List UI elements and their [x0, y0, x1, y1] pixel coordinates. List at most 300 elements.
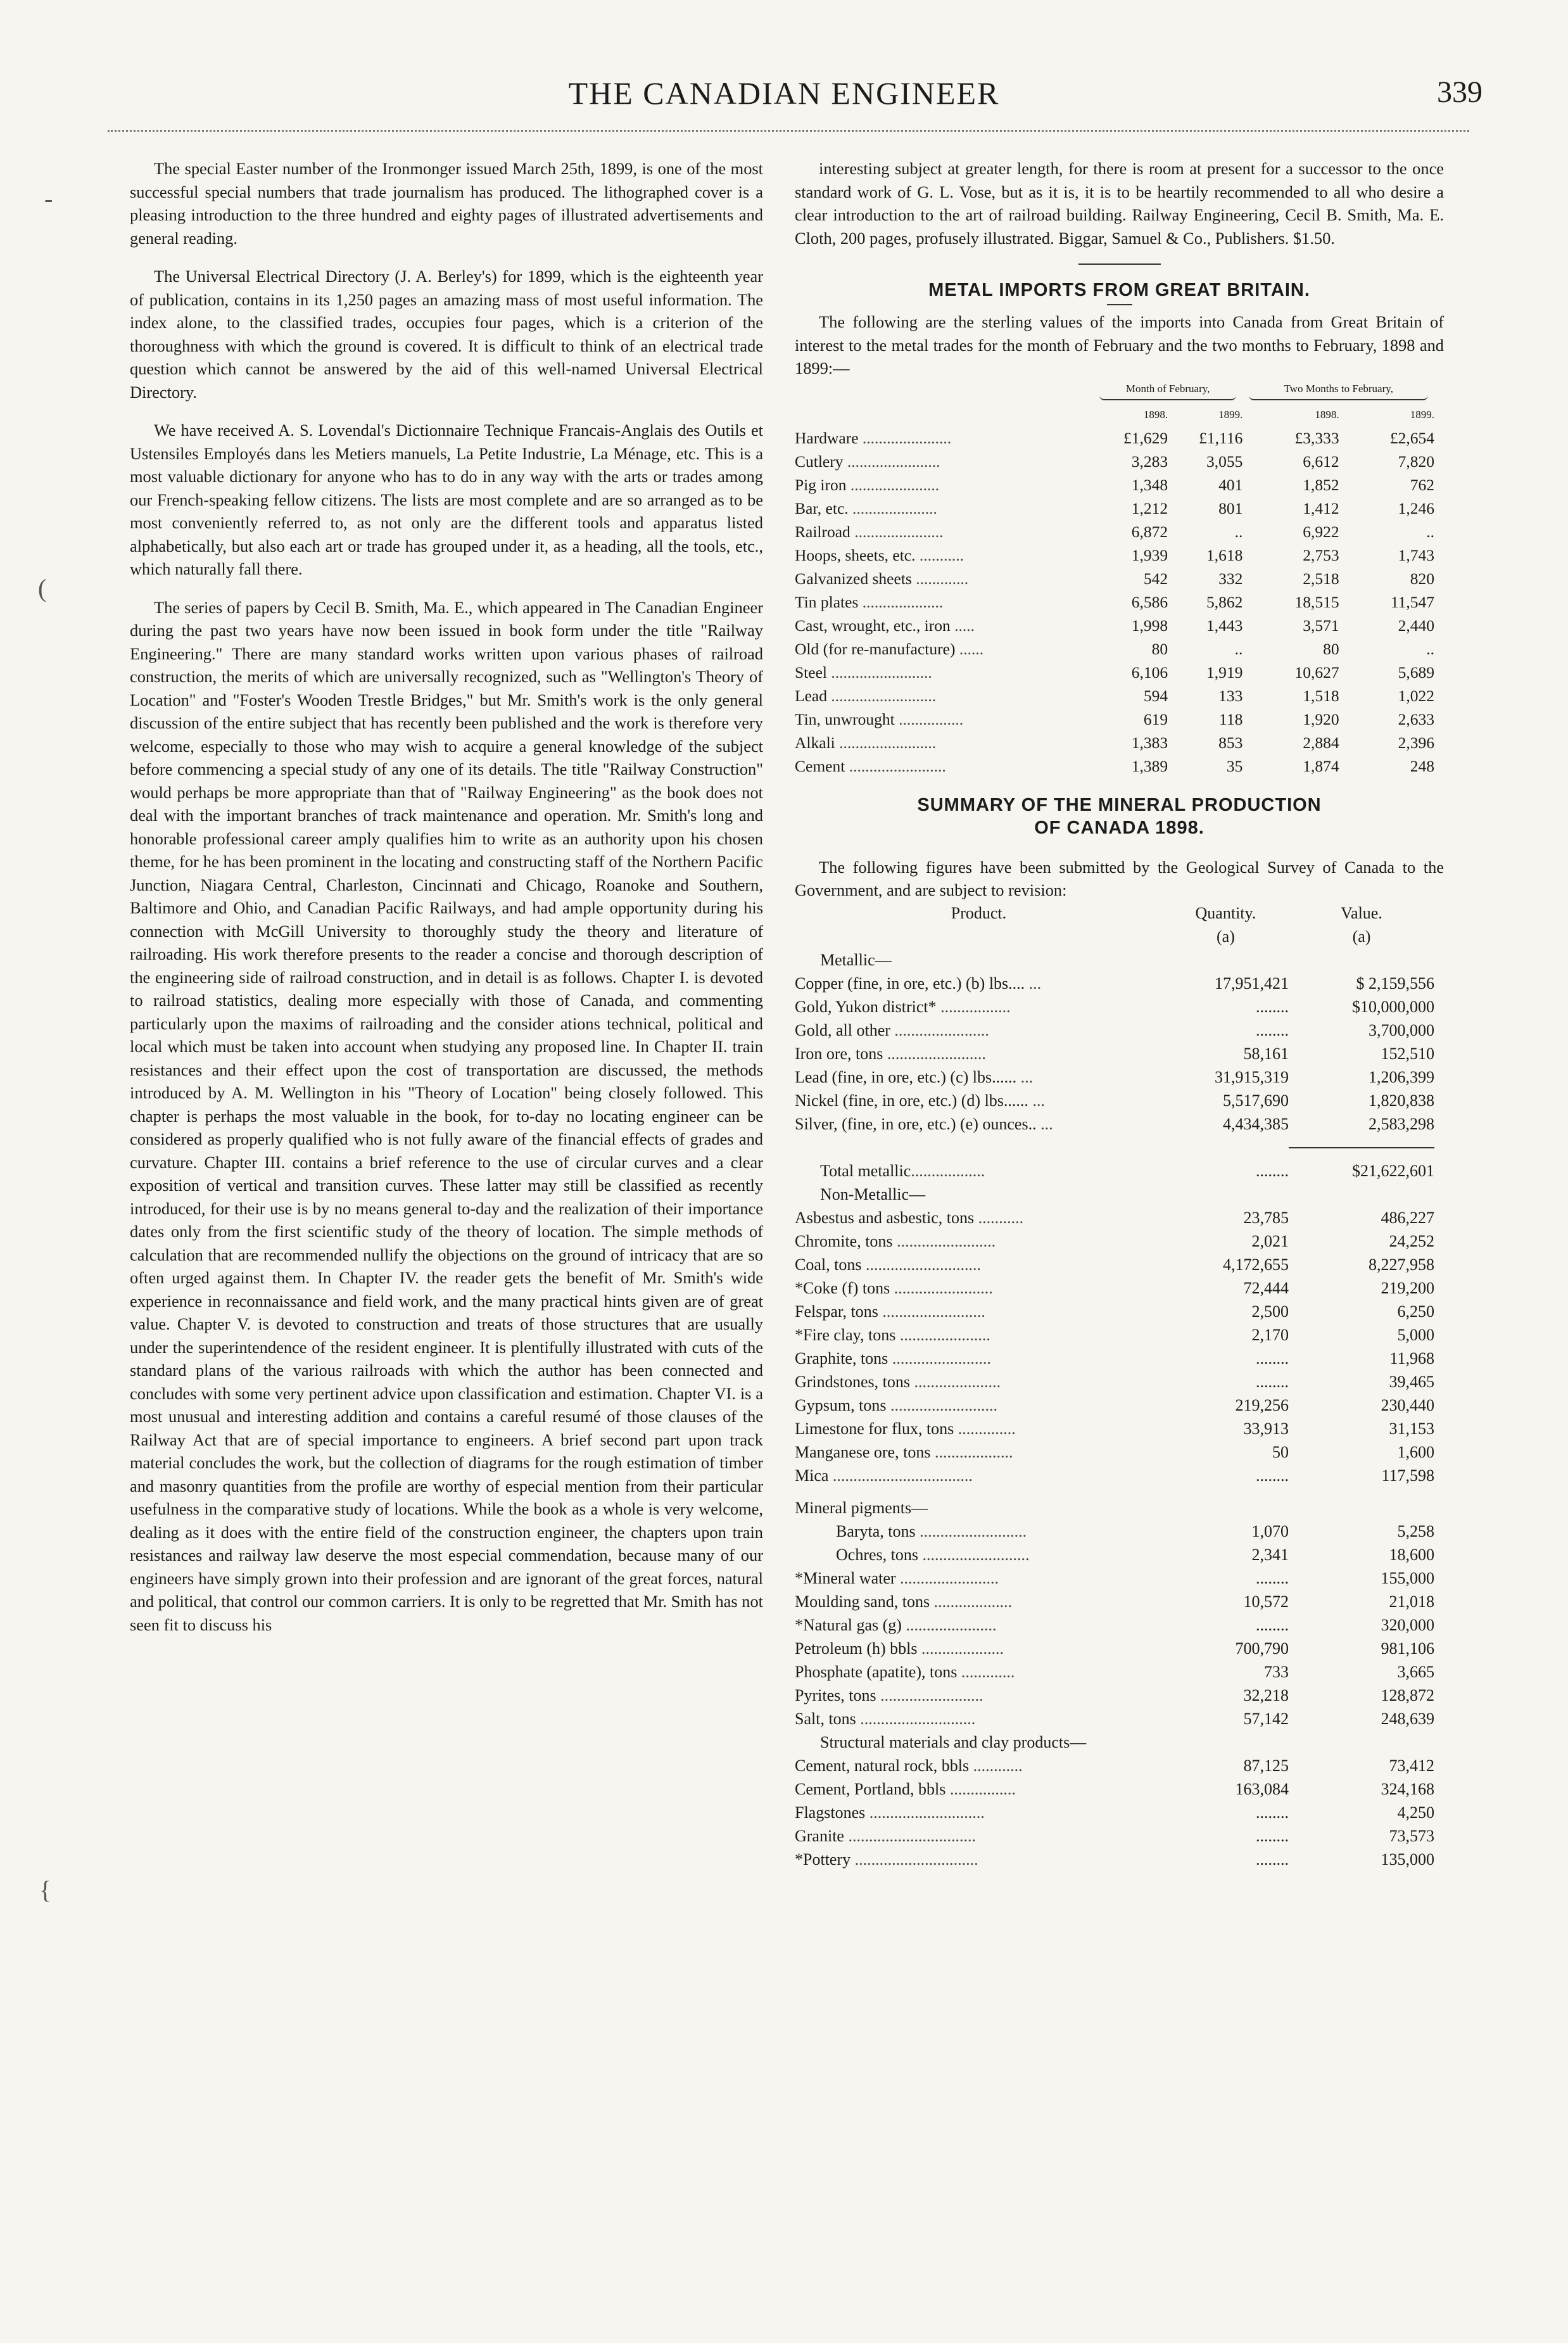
value-cell: 1,600	[1397, 1442, 1434, 1461]
value-cell: 2,396	[1398, 733, 1434, 752]
quantity-cell: 2,500	[1251, 1302, 1289, 1321]
section-divider	[1078, 264, 1161, 265]
dot-leader: ......................	[895, 1325, 990, 1344]
product-name: Mica ..................................	[795, 1466, 973, 1485]
product-name: Chromite, tons ........................	[795, 1231, 996, 1250]
dot-leader: ................	[945, 1779, 1016, 1798]
table-row	[795, 1520, 1434, 1544]
value-cell: 1,618	[1206, 545, 1243, 564]
value-cell: 5,689	[1398, 663, 1434, 682]
margin-mark: {	[39, 1876, 52, 1904]
product-name: Phosphate (apatite), tons .............	[795, 1662, 1015, 1681]
running-title: THE CANADIAN ENGINEER	[568, 75, 1000, 111]
dot-leader: ......................	[850, 522, 944, 541]
dot-leader: ...........	[915, 545, 964, 564]
item-name: Cutlery .......................	[795, 452, 940, 471]
paragraph-continuation: interesting subject at greater length, for there is room at present for a successor to the once standard work of G. L. Vose, but as it is, it is to be heartily recommended to all who desire a clear introduction to the art of railroad building. Railway Engineering, Cecil B. Smith, Ma. E. Cloth, 200 pages, profusely illustrated. Biggar, Samuel & Co., Publishers. $1.50.	[795, 159, 1444, 248]
table-row	[795, 1347, 1434, 1371]
product-name: Graphite, tons ........................	[795, 1349, 991, 1368]
value-cell: 3,055	[1206, 452, 1243, 471]
quantity-cell: ........	[1255, 1372, 1289, 1391]
table-row	[795, 732, 1434, 755]
value-cell: 981,106	[1381, 1639, 1434, 1658]
dot-leader: .........................	[878, 1302, 985, 1321]
dot-leader: ........................	[845, 756, 946, 775]
group-header: Two Months to February,	[1284, 383, 1393, 395]
table-row	[795, 1778, 1434, 1801]
mineral-production-body	[795, 902, 1434, 1872]
dot-leader: ............................	[865, 1803, 985, 1822]
product-name: Asbestus and asbestic, tons ...........	[795, 1208, 1024, 1227]
blank	[795, 925, 1163, 949]
quantity-cell: ........	[1255, 1826, 1289, 1845]
product-name: Cement, natural rock, bbls ............	[795, 1756, 1023, 1775]
value-cell: 820	[1410, 569, 1434, 588]
value-cell: 1,518	[1303, 686, 1339, 705]
value-cell: 80	[1151, 639, 1168, 658]
product-name: Felspar, tons .........................	[795, 1302, 985, 1321]
product-name: Flagstones ............................	[795, 1803, 985, 1822]
value-cell: 219,200	[1381, 1278, 1434, 1297]
item-name: Cast, wrought, etc., iron .....	[795, 616, 975, 635]
quantity-cell: 733	[1263, 1662, 1289, 1681]
product-name: Silver, (fine, in ore, etc.) (e) ounces.. ...	[795, 1114, 1053, 1133]
dot-leader: .........................	[827, 663, 932, 682]
value-cell: 6,106	[1131, 663, 1168, 682]
group-label: Structural materials and clay products—	[820, 1732, 1087, 1751]
product-name: Cement, Portland, bbls ................	[795, 1779, 1016, 1798]
year-header-row	[795, 403, 1434, 427]
value-cell: 230,440	[1381, 1395, 1434, 1414]
table-row	[795, 591, 1434, 614]
product-name: Nickel (fine, in ore, etc.) (d) lbs...... ...	[795, 1091, 1045, 1110]
table-row	[795, 1591, 1434, 1614]
dot-leader: ........................	[835, 733, 937, 752]
value-cell: 324,168	[1381, 1779, 1434, 1798]
value-cell: 332	[1218, 569, 1243, 588]
total-row	[795, 1160, 1434, 1183]
dot-leader: .....................	[848, 498, 937, 517]
value-cell: 4,250	[1397, 1803, 1434, 1822]
quantity-cell: 32,218	[1243, 1686, 1289, 1705]
mineral-title-line1: SUMMARY OF THE MINERAL PRODUCTION	[917, 794, 1322, 815]
paragraph-electrical-directory: The Universal Electrical Directory (J. A. Berley's) for 1899, which is the eighteenth year of publication, contains in its 1,250 pages an amazing mass of most useful information. The index alone, to the classified trades, occupies four pages, which is a criterion of the thoroughness with which the ground is covered. It is difficult to think of an electrical trade question which cannot be answered by the aid of this well-named Universal Electrical Directory.	[130, 267, 763, 402]
quantity-cell: 2,021	[1251, 1231, 1289, 1250]
spacer-row	[795, 1488, 1434, 1497]
dot-leader: .......................	[890, 1020, 989, 1039]
dot-leader: ..................	[911, 1161, 985, 1180]
table-row	[795, 1661, 1434, 1684]
product-name: Gypsum, tons ..........................	[795, 1395, 997, 1414]
year-header: 1899.	[1410, 409, 1434, 421]
table-row	[795, 708, 1434, 732]
value-cell: 6,586	[1131, 592, 1168, 611]
item-name: Old (for re-manufacture) ......	[795, 639, 984, 658]
item-name: Hardware ......................	[795, 428, 952, 447]
table-row	[795, 521, 1434, 544]
value-cell: $ 2,159,556	[1356, 974, 1434, 993]
table-row	[795, 996, 1434, 1019]
product-name: Salt, tons ............................	[795, 1709, 976, 1728]
quantity-cell: ........	[1255, 1615, 1289, 1634]
metal-imports-table	[795, 380, 1434, 778]
item-name: Cement ........................	[795, 756, 946, 775]
dot-leader: ........................	[888, 1349, 991, 1368]
header-rule	[108, 130, 1469, 132]
table-row	[795, 638, 1434, 661]
total-rule	[1289, 1147, 1434, 1148]
value-cell: 2,633	[1398, 709, 1434, 728]
product-name: Petroleum (h) bbls ....................	[795, 1639, 1004, 1658]
paragraph-dictionnaire: We have received A. S. Lovendal's Dictionnaire Technique Francais-Anglais des Outils et Ustensiles Employés dans les Metiers manuels, La Petite Industrie, La Ménage, etc. This is a most valuable dictionary for anyone who has to do in any way with the arts or trades among our French-speaking fellow citizens. The lists are most complete and are so arranged as to be most conveniently referred to, as not only are the different tools and apparatus listed alphabetically, but also each art or trade has grouped under it, as a heading, all the tools, etc., which naturally fall there.	[130, 421, 763, 578]
value-cell: 1,743	[1398, 545, 1434, 564]
group-label-row	[795, 949, 1434, 972]
metal-imports-title: METAL IMPORTS FROM GREAT BRITAIN.	[928, 280, 1310, 300]
value-cell: ..	[1426, 639, 1434, 658]
table-row	[795, 1371, 1434, 1394]
quantity-cell: 58,161	[1243, 1044, 1289, 1063]
product-name: Pyrites, tons .........................	[795, 1686, 983, 1705]
table-row	[795, 1848, 1434, 1872]
value-cell: 31,153	[1389, 1419, 1434, 1438]
value-cell: £1,629	[1123, 428, 1168, 447]
product-name: Grindstones, tons .....................	[795, 1372, 1001, 1391]
value-cell: 6,872	[1131, 522, 1168, 541]
table-row	[795, 685, 1434, 708]
value-cell: 133	[1218, 686, 1243, 705]
value-cell: 21,018	[1389, 1592, 1434, 1611]
item-name: Tin plates ....................	[795, 592, 944, 611]
value-cell: 7,820	[1398, 452, 1434, 471]
value-cell: 1,246	[1398, 498, 1434, 517]
value-cell: ..	[1234, 639, 1243, 658]
table-row	[795, 1324, 1434, 1347]
table-row	[795, 614, 1434, 638]
year-header: 1899.	[1218, 409, 1243, 421]
group-header-row	[795, 380, 1434, 403]
quantity-cell: ........	[1255, 1568, 1289, 1587]
table-row	[795, 1544, 1434, 1567]
value-cell: 1,939	[1131, 545, 1168, 564]
quantity-cell: ........	[1255, 1349, 1289, 1368]
product-name: Gold, all other .......................	[795, 1020, 989, 1039]
table-row	[795, 1637, 1434, 1661]
item-name: Hoops, sheets, etc. ...........	[795, 545, 964, 564]
value-cell: 24,252	[1389, 1231, 1434, 1250]
product-name: Lead (fine, in ore, etc.) (c) lbs...... ...	[795, 1067, 1034, 1086]
col-sub-quantity: (a)	[1217, 927, 1235, 946]
column-header-row	[795, 902, 1434, 925]
value-cell: 2,440	[1398, 616, 1434, 635]
product-name: Coal, tons ............................	[795, 1255, 981, 1274]
year-header: 1898.	[1315, 409, 1339, 421]
value-cell: 128,872	[1381, 1686, 1434, 1705]
value-cell: 1,443	[1206, 616, 1243, 635]
product-name: Copper (fine, in ore, etc.) (b) lbs.... ...	[795, 974, 1042, 993]
value-cell: 3,665	[1397, 1662, 1434, 1681]
dot-leader: ........................	[895, 1568, 999, 1587]
table-row	[795, 1089, 1434, 1113]
value-cell: 248	[1410, 756, 1434, 775]
product-name: *Mineral water ........................	[795, 1568, 999, 1587]
value-cell: 3,700,000	[1369, 1020, 1434, 1039]
value-cell: 39,465	[1389, 1372, 1434, 1391]
table-row	[795, 1394, 1434, 1418]
table-row	[795, 755, 1434, 778]
value-cell: 2,518	[1303, 569, 1339, 588]
value-cell: 486,227	[1381, 1208, 1434, 1227]
col-sub-value: (a)	[1352, 927, 1371, 946]
table-row	[795, 1066, 1434, 1089]
dot-leader: .............	[911, 569, 969, 588]
value-cell: 5,000	[1397, 1325, 1434, 1344]
quantity-cell: 72,444	[1243, 1278, 1289, 1297]
value-cell: 1,206,399	[1369, 1067, 1434, 1086]
product-name: *Natural gas (g) ......................	[795, 1615, 997, 1634]
product-name: Granite ...............................	[795, 1826, 976, 1845]
dot-leader: .............	[957, 1662, 1015, 1681]
product-name: *Fire clay, tons ......................	[795, 1325, 990, 1344]
value-cell: 1,919	[1206, 663, 1243, 682]
blank	[1163, 1136, 1289, 1160]
value-cell: 80	[1323, 639, 1339, 658]
quantity-cell: 57,142	[1243, 1709, 1289, 1728]
value-cell: 2,583,298	[1369, 1114, 1434, 1133]
value-cell: £3,333	[1294, 428, 1339, 447]
mineral-production-table	[795, 902, 1434, 1872]
item-name: Alkali ........................	[795, 733, 937, 752]
item-name: Tin, unwrought ................	[795, 709, 964, 728]
table-row	[795, 1441, 1434, 1464]
left-column	[130, 157, 763, 1651]
product-name: *Coke (f) tons ........................	[795, 1278, 993, 1297]
value-cell: $10,000,000	[1352, 997, 1434, 1016]
dot-leader: ..........................	[915, 1521, 1027, 1540]
dot-leader: ..............................	[850, 1850, 978, 1869]
product-name: Ochres, tons ..........................	[836, 1545, 1030, 1564]
value-cell: 3,283	[1131, 452, 1168, 471]
dot-leader: .........................	[876, 1686, 983, 1705]
value-cell: 6,612	[1303, 452, 1339, 471]
dot-leader: ........................	[892, 1231, 996, 1250]
table-row	[795, 1801, 1434, 1825]
quantity-cell: 700,790	[1235, 1639, 1289, 1658]
table-row	[795, 1113, 1434, 1136]
quantity-cell: 2,170	[1251, 1325, 1289, 1344]
item-name: Bar, etc. .....................	[795, 498, 937, 517]
dot-leader: ............	[969, 1756, 1023, 1775]
product-name: Gold, Yukon district* .................	[795, 997, 1011, 1016]
table-row	[795, 1300, 1434, 1324]
value-cell: £1,116	[1199, 428, 1243, 447]
value-cell: 6,250	[1397, 1302, 1434, 1321]
dot-leader: ............................	[861, 1255, 981, 1274]
blank	[795, 1136, 1163, 1160]
value-cell: 73,573	[1389, 1826, 1434, 1845]
quantity-cell: 23,785	[1243, 1208, 1289, 1227]
value-cell: 152,510	[1381, 1044, 1434, 1063]
dot-leader: .................	[936, 997, 1011, 1016]
quantity-cell: 10,572	[1243, 1592, 1289, 1611]
table-row	[795, 427, 1434, 450]
value-cell: 248,639	[1381, 1709, 1434, 1728]
dot-leader: .......................	[843, 452, 940, 471]
quantity-cell: 50	[1272, 1442, 1289, 1461]
value-cell: 1,852	[1303, 475, 1339, 494]
group-label: Metallic—	[820, 950, 892, 969]
metal-imports-intro: The following are the sterling values of the imports into Canada from Great Britain of interest to the metal trades for the month of February and the two months to February, 1898 and 1899:—	[795, 312, 1444, 378]
group-header: Month of February,	[1125, 383, 1210, 395]
col-header-value: Value.	[1341, 903, 1382, 922]
quantity-cell: ........	[1255, 997, 1289, 1016]
value-cell: 619	[1143, 709, 1168, 728]
brace	[1099, 395, 1236, 400]
value-cell: 73,412	[1389, 1756, 1434, 1775]
value-cell: 1,874	[1303, 756, 1339, 775]
value-cell: 594	[1143, 686, 1168, 705]
group-label: Mineral pigments—	[795, 1498, 928, 1517]
value-cell: 1,920	[1303, 709, 1339, 728]
dot-leader: ..........................	[918, 1545, 1030, 1564]
value-cell: 35	[1226, 756, 1243, 775]
value-cell: 1,998	[1131, 616, 1168, 635]
dot-leader: ......................	[858, 428, 952, 447]
dot-leader: ...	[1025, 974, 1042, 993]
table-row	[795, 450, 1434, 474]
quantity-cell: 5,517,690	[1222, 1091, 1289, 1110]
quantity-cell: 31,915,319	[1214, 1067, 1289, 1086]
item-name: Steel .........................	[795, 663, 932, 682]
value-cell: 1,383	[1131, 733, 1168, 752]
value-cell: 1,389	[1131, 756, 1168, 775]
product-name: Iron ore, tons ........................	[795, 1044, 986, 1063]
title-underline	[1107, 304, 1132, 305]
value-cell: 762	[1410, 475, 1434, 494]
value-cell: ..	[1234, 522, 1243, 541]
quantity-cell: 219,256	[1235, 1395, 1289, 1414]
table-row	[795, 474, 1434, 497]
paragraph-ironmonger: The special Easter number of the Ironmonger issued March 25th, 1899, is one of the most successful special numbers that trade journalism has produced. The lithographed cover is a pleasing introduction to the three hundred and eighty pages of illustrated advertisements and general reading.	[130, 159, 763, 248]
table-row	[795, 1019, 1434, 1043]
dot-leader: ......	[955, 639, 984, 658]
value-cell: 853	[1218, 733, 1243, 752]
group-label-row	[795, 1183, 1434, 1207]
table-row	[795, 1684, 1434, 1708]
table-row	[795, 972, 1434, 996]
product-name: Moulding sand, tons ...................	[795, 1592, 1013, 1611]
table-row	[795, 544, 1434, 568]
dot-leader: ....................	[917, 1639, 1004, 1658]
col-header-product: Product.	[951, 903, 1007, 922]
year-header: 1898.	[1143, 409, 1168, 421]
value-cell: 1,820,838	[1369, 1091, 1434, 1110]
dot-leader: ........................	[883, 1044, 986, 1063]
margin-mark: -	[44, 184, 53, 213]
quantity-cell: 4,434,385	[1222, 1114, 1289, 1133]
quantity-cell: 163,084	[1235, 1779, 1289, 1798]
page-header	[0, 75, 1568, 132]
product-name: Baryta, tons ..........................	[836, 1521, 1027, 1540]
table-row	[795, 1464, 1434, 1488]
right-column	[795, 157, 1444, 1872]
column-subheader-row	[795, 925, 1434, 949]
item-name: Lead ..........................	[795, 686, 937, 705]
value-cell: 118	[1219, 709, 1243, 728]
value-cell: 5,258	[1397, 1521, 1434, 1540]
value-cell: 8,227,958	[1369, 1255, 1434, 1274]
value-cell: 1,348	[1131, 475, 1168, 494]
value-cell: 11,968	[1389, 1349, 1434, 1368]
value-cell: 401	[1218, 475, 1243, 494]
table-row	[795, 1567, 1434, 1591]
dot-leader: ..............	[954, 1419, 1016, 1438]
table-row	[795, 661, 1434, 685]
quantity-cell: ........	[1255, 1020, 1289, 1039]
quantity-cell: 2,341	[1251, 1545, 1289, 1564]
group-label: Non-Metallic—	[820, 1184, 926, 1203]
paragraph-railway-engineering: The series of papers by Cecil B. Smith, Ma. E., which appeared in The Canadian Engineer during the past two years have now been issued in book form under the title "Railway Engineering." There are many standard works written upon various phases of railroad construction, the merits of which are universally recognized, such as "Wellington's Theory of Location" and "Foster's Wooden Trestle Bridges," but Mr. Smith's work is the only general discussion of the entire subject that has recently been published and the work is therefore very welcome, especially to those who may wish to acquire a general knowledge of the subject before commencing a special study of any one of its details. The title "Railway Construction" would perhaps be more appropriate than that of "Railway Engineering" as the book does not deal with the important branches of track maintenance and operation. Mr. Smith's long and honorable professional career amply qualifies him to write as an authority upon his chosen theme, for he has been prominent in the locating and constructing staff of the Northern Pacific Junction, Niagara Central, Charleston, Cincinnati and Chicago, Roanoke and Southern, Baltimore and Ohio, and Canadian Pacific Railways, and had ample opportunity during his connection with McGill University to thoroughly study the theory and literature of railroading. His work therefore presents to the reader a concise and thorough description of the engineering side of railroad construction, and in detail is as follows. Chapter I. is devoted to railroad statistics, dealing more especially with those of Canada, and commenting particularly upon the maxims of railroading and the consider ations technical, political and local which must be taken into account when studying any proposed line. In Chapter II. train resistances and their effect upon the cost of transportation are discussed, the methods introduced by A. M. Wellington in his "Theory of Location" being closely followed. This chapter is perhaps the most valuable in the book, for to-day no locating engineer can be considered as properly qualified who is not fully aware of the financial effects of grades and curvature. Chapter III. contains a brief reference to the use of circular curves and a clear exposition of vertical and transition curves. These latter may still be classified as recently introduced, for their use is by no means general to-day and the realization of their importance dates only from the first scientific study of the theory of location. The simple methods of calculation that are recommended nullify the objections on the ground of intricacy that are so often urged against them. In Chapter IV. the reader gets the benefit of Mr. Smith's wide experience in reconnaissance and field work, and the many practical hints given are of great value. Chapter V. is devoted to construction and treats of those structures that are usually under the superintendence of the resident engineer. It is plentifully illustrated with cuts of the standard plans of the various railroads with which the author has been connected and concludes with some very pertinent advice upon classification and estimation. Chapter VI. is a most unusual and interesting addition and contains a careful resumé of those clauses of the Railway Act that are of special importance to engineers. A brief second part upon track material concludes the work, but the collection of diagrams for the rough estimation of timber and masonry quantities from the profile are worthy of especial mention from their particular usefulness in the comparative study of locations. While the book as a whole is very welcome, dealing as it does with the entire field of the construction engineer, the chapters upon train resistances and railway law deserve the most especial commendation, because many of our engineers have simply grown into their profession and are ignorant of the great forces, natural and political, that control our common carriers. It is only to be regretted that Mr. Smith has not seen fit to discuss his	[130, 597, 763, 1634]
quantity-cell: ........	[1255, 1803, 1289, 1822]
quantity-cell: 1,070	[1251, 1521, 1289, 1540]
quantity-cell: ........	[1255, 1850, 1289, 1869]
brace	[1249, 395, 1428, 400]
dot-leader: ...	[1028, 1091, 1045, 1110]
table-row	[795, 1825, 1434, 1848]
dot-leader: .....................	[910, 1372, 1001, 1391]
dot-leader: ...	[1016, 1067, 1034, 1086]
table-row	[795, 1418, 1434, 1441]
metal-imports-body	[795, 427, 1434, 778]
mineral-title-line2: OF CANADA 1898.	[1034, 817, 1204, 838]
group-label-row	[795, 1497, 1434, 1520]
value-cell: 320,000	[1381, 1615, 1434, 1634]
item-name: Galvanized sheets .............	[795, 569, 969, 588]
product-name: Manganese ore, tons ...................	[795, 1442, 1013, 1461]
dot-leader: ......................	[901, 1615, 997, 1634]
table-row	[795, 1614, 1434, 1637]
table-row	[795, 1230, 1434, 1254]
table-row	[795, 1043, 1434, 1066]
dot-leader: ..........................	[886, 1395, 997, 1414]
value-cell: 11,547	[1390, 592, 1434, 611]
dot-leader: ...............................	[844, 1826, 976, 1845]
table-row	[795, 1755, 1434, 1778]
value-cell: 10,627	[1294, 663, 1339, 682]
item-name: Pig iron ......................	[795, 475, 940, 494]
value-cell: 1,412	[1303, 498, 1339, 517]
dot-leader: ...	[1036, 1114, 1053, 1133]
table-row	[795, 1254, 1434, 1277]
dot-leader: ...................	[930, 1442, 1013, 1461]
quantity-cell: 87,125	[1243, 1756, 1289, 1775]
total-value: $21,622,601	[1352, 1161, 1434, 1180]
dot-leader: ................	[894, 709, 964, 728]
value-cell: 117,598	[1381, 1466, 1434, 1485]
quantity-cell: ........	[1255, 1466, 1289, 1485]
dot-leader: ...........	[974, 1208, 1024, 1227]
value-cell: 3,571	[1303, 616, 1339, 635]
total-rule-cell	[1289, 1136, 1434, 1160]
value-cell: 2,753	[1303, 545, 1339, 564]
value-cell: 5,862	[1206, 592, 1243, 611]
product-name: *Pottery ..............................	[795, 1850, 978, 1869]
total-label: Total metallic..................	[820, 1161, 985, 1180]
dot-leader: .....	[950, 616, 975, 635]
margin-mark: (	[38, 574, 47, 602]
table-row	[795, 568, 1434, 591]
value-cell: £2,654	[1389, 428, 1434, 447]
total-quantity: ........	[1255, 1161, 1289, 1180]
